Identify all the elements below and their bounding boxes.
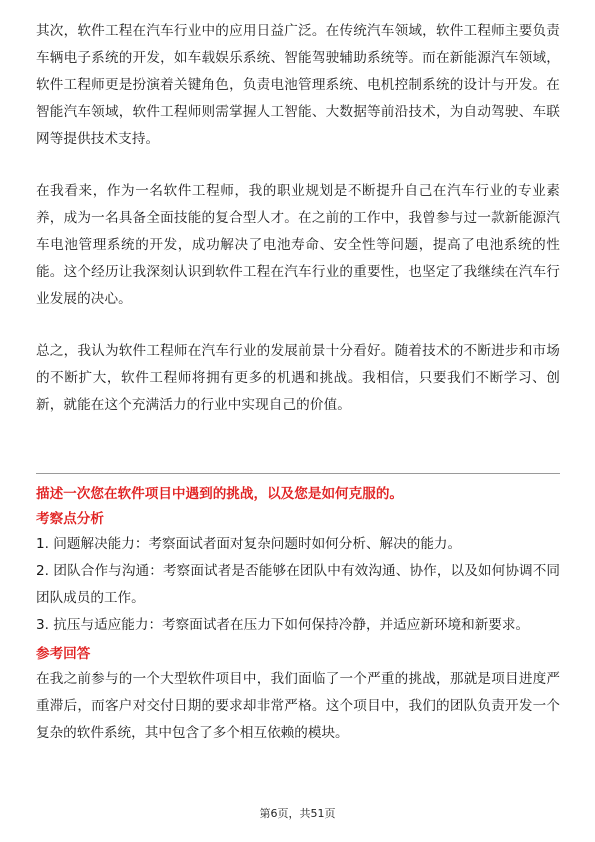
paragraph-gap <box>36 313 560 338</box>
page-number: 第6页，共51页 <box>259 807 336 820</box>
paragraph-2: 在我看来，作为一名软件工程师，我的职业规划是不断提升自己在汽车行业的专业素养，成为一名具备全面技能的复合型人才。在之前的工作中，我曾参与过一款新能源汽车电池管理系统的开发，成功解决了电池寿命、安全性等问题，提高了电池系统的性能。这个经历让我深刻认识到软件工程在汽车行业的重要性，也坚定了我继续在汽车行业发展的决心。 <box>36 183 560 307</box>
analysis-list <box>36 531 560 639</box>
answer-text: 在我之前参与的一个大型软件项目中，我们面临了一个严重的挑战，那就是项目进度严重滞后，而客户对交付日期的要求却非常严格。这个项目中，我们的团队负责开发一个复杂的软件系统，其中包含了多个相互依赖的模块。 <box>36 671 560 741</box>
analysis-item: 2. 团队合作与沟通：考察面试者是否能够在团队中有效沟通、协作，以及如何协调不同团队成员的工作。 <box>36 563 560 606</box>
answer-heading: 参考回答 <box>36 646 91 662</box>
question-title: 描述一次您在软件项目中遇到的挑战，以及您是如何克服的。 <box>36 486 404 502</box>
section-divider <box>36 473 560 474</box>
analysis-heading: 考察点分析 <box>36 511 104 527</box>
paragraph-gap <box>36 153 560 178</box>
body-text <box>36 18 560 419</box>
analysis-item: 3. 抗压与适应能力：考察面试者在压力下如何保持冷静，并适应新环境和新要求。 <box>36 617 530 633</box>
paragraph-1: 其次，软件工程在汽车行业中的应用日益广泛。在传统汽车领域，软件工程师主要负责车辆电子系统的开发，如车载娱乐系统、智能驾驶辅助系统等。而在新能源汽车领域，软件工程师更是扮演着关键角色，负责电池管理系统、电机控制系统的设计与开发。在智能汽车领域，软件工程师则需掌握人工智能、大数据等前沿技术，为自动驾驶、车联网等提供技术支持。 <box>36 23 560 147</box>
interview-question-block <box>36 481 560 747</box>
analysis-item: 1. 问题解决能力：考察面试者面对复杂问题时如何分析、解决的能力。 <box>36 536 462 552</box>
paragraph-3: 总之，我认为软件工程师在汽车行业的发展前景十分看好。随着技术的不断进步和市场的不断扩大，软件工程师将拥有更多的机遇和挑战。我相信，只要我们不断学习、创新，就能在这个充满活力的行业中实现自己的价值。 <box>36 343 560 413</box>
